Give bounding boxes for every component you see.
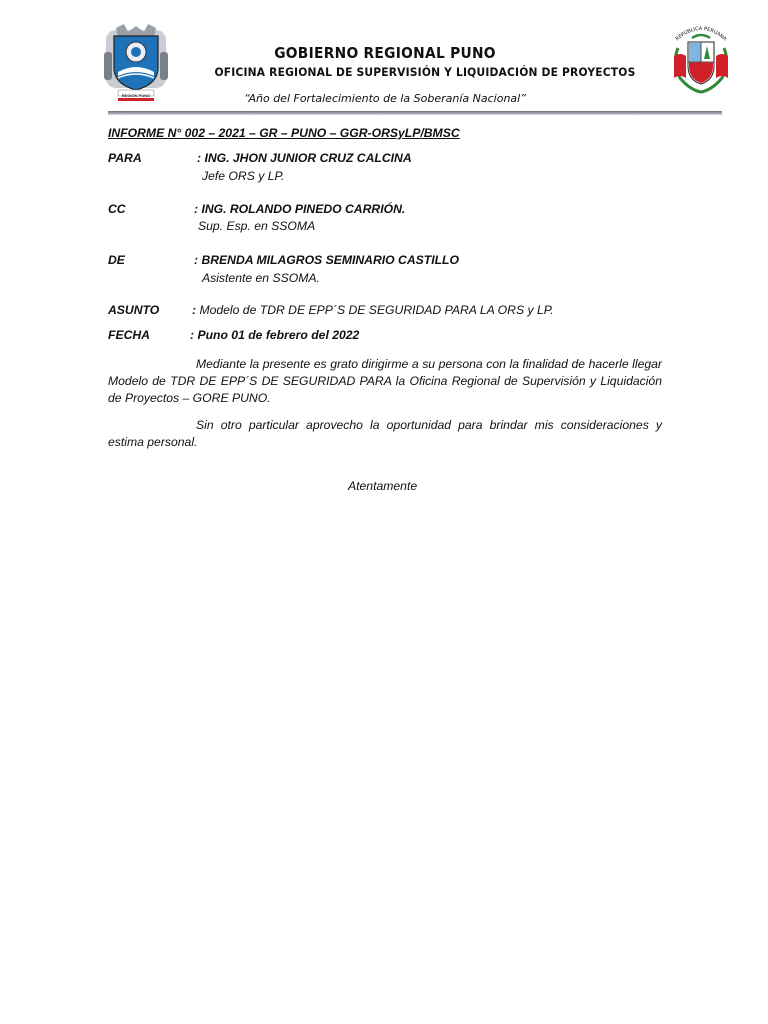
- right-logo-caption: REPÚBLICA PERUANA: [674, 25, 728, 43]
- para-label: PARA: [108, 151, 142, 165]
- cc-name: : ING. ROLANDO PINEDO CARRIÓN.: [194, 202, 406, 216]
- body-paragraph-1-text: Mediante la presente es grato dirigirme a su persona con la finalidad de hacerle llegar Modelo de TDR DE EPP´S DE SEGURIDAD PARA la Oficina Regional de Supervisión y Liquidación de Proyectos – GORE PUNO.: [108, 357, 662, 405]
- body-paragraph-2-text: Sin otro particular aprovecho la oportunidad para brindar mis consideraciones y estima personal.: [108, 418, 662, 449]
- asunto-line: [192, 303, 554, 317]
- asunto-label: ASUNTO: [108, 303, 160, 317]
- de-name: : BRENDA MILAGROS SEMINARIO CASTILLO: [194, 253, 459, 267]
- cc-label: CC: [108, 202, 126, 216]
- body-paragraph-1: [108, 356, 662, 407]
- de-role: Asistente en SSOMA.: [202, 271, 320, 285]
- header-subtitle: OFICINA REGIONAL DE SUPERVISIÓN Y LIQUIDACIÓN DE PROYECTOS: [214, 65, 636, 79]
- closing-text: Atentamente: [348, 479, 418, 493]
- body-paragraph-2: [108, 417, 662, 451]
- left-logo-caption: REGIÓN PUNO: [121, 93, 151, 98]
- fecha-value: : Puno 01 de febrero del 2022: [190, 328, 360, 342]
- header-title: GOBIERNO REGIONAL PUNO: [274, 44, 496, 62]
- peru-coat-of-arms-icon: [670, 22, 732, 94]
- para-name: : ING. JHON JUNIOR CRUZ CALCINA: [197, 151, 412, 165]
- asunto-colon: :: [192, 303, 197, 317]
- fecha-label: FECHA: [108, 328, 150, 342]
- region-puno-coat-of-arms-icon: [104, 22, 168, 104]
- asunto-value: Modelo de TDR DE EPP´S DE SEGURIDAD PARA LA ORS y LP.: [196, 303, 554, 317]
- memo-reference: INFORME N° 002 – 2021 – GR – PUNO – GGR-ORSyLP/BMSC: [108, 126, 460, 140]
- cc-role: Sup. Esp. en SSOMA: [198, 219, 316, 233]
- header-divider: [108, 111, 722, 115]
- de-label: DE: [108, 253, 125, 267]
- para-role: Jefe ORS y LP.: [202, 169, 285, 183]
- header-motto: “Año del Fortalecimiento de la Soberanía Nacional”: [244, 92, 526, 105]
